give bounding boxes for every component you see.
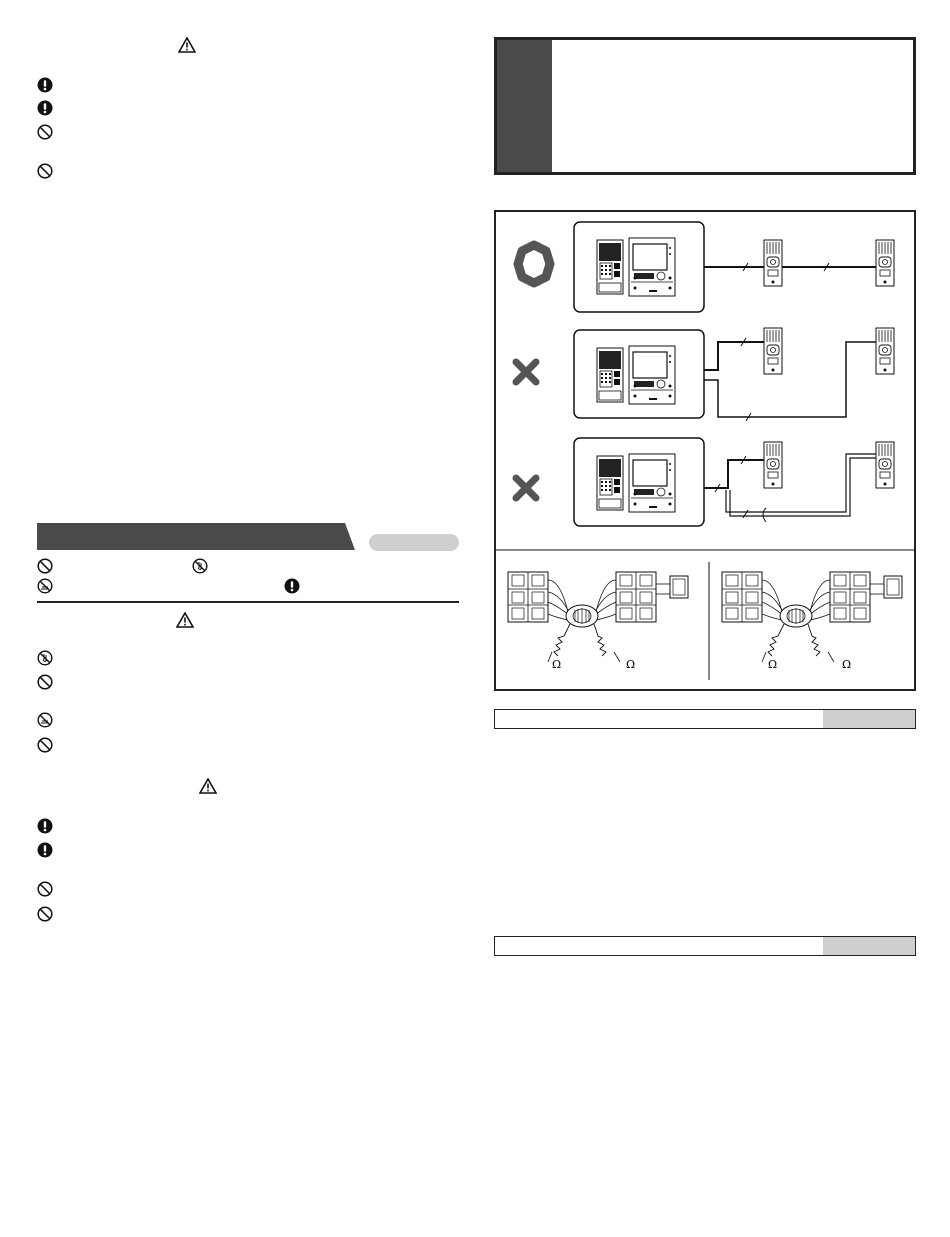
exclamation-circle-icon bbox=[37, 77, 53, 93]
notes-bar bbox=[494, 936, 916, 956]
wiring-diagram-svg bbox=[496, 212, 914, 689]
prohibition-circle-icon bbox=[37, 163, 53, 179]
cross-ng-icon bbox=[516, 478, 536, 498]
no-wet-hands-icon bbox=[37, 578, 53, 594]
exclamation-circle-icon bbox=[37, 818, 53, 834]
specification-bar bbox=[494, 709, 916, 729]
no-touch-icon bbox=[192, 558, 208, 574]
ohm-label: Ω bbox=[626, 658, 636, 671]
prohibition-circle-icon bbox=[37, 124, 53, 140]
cross-ng-icon bbox=[516, 362, 536, 382]
circle-ok-icon bbox=[518, 245, 550, 283]
title-box-tab bbox=[497, 40, 552, 172]
prohibition-circle-icon bbox=[37, 881, 53, 897]
ohm-label: Ω bbox=[768, 658, 778, 671]
cable-test-right bbox=[722, 572, 902, 671]
wiring-diagram bbox=[494, 210, 916, 691]
prohibition-circle-icon bbox=[37, 906, 53, 922]
correct-wiring-row bbox=[518, 222, 894, 312]
no-touch-icon bbox=[37, 650, 53, 666]
ohm-label: Ω bbox=[842, 658, 852, 671]
prohibition-circle-icon bbox=[37, 737, 53, 753]
ohm-label: Ω bbox=[552, 658, 562, 671]
prohibition-circle-icon bbox=[37, 558, 53, 574]
incorrect-wiring-row-1 bbox=[516, 328, 894, 421]
cable-test-left bbox=[508, 572, 688, 671]
warning-triangle-icon bbox=[199, 778, 217, 794]
exclamation-circle-icon bbox=[37, 100, 53, 116]
section-header-bar bbox=[37, 523, 355, 550]
section-label-pill bbox=[369, 534, 459, 551]
incorrect-wiring-row-2 bbox=[516, 438, 894, 526]
warning-triangle-icon bbox=[178, 37, 196, 53]
specification-bar-tab bbox=[823, 710, 915, 728]
exclamation-circle-icon bbox=[37, 842, 53, 858]
title-box bbox=[494, 37, 916, 175]
section-divider bbox=[37, 601, 459, 603]
notes-bar-tab bbox=[823, 937, 915, 955]
no-wet-hands-icon bbox=[37, 712, 53, 728]
exclamation-circle-icon bbox=[284, 578, 300, 594]
prohibition-circle-icon bbox=[37, 674, 53, 690]
warning-triangle-icon bbox=[176, 612, 194, 628]
